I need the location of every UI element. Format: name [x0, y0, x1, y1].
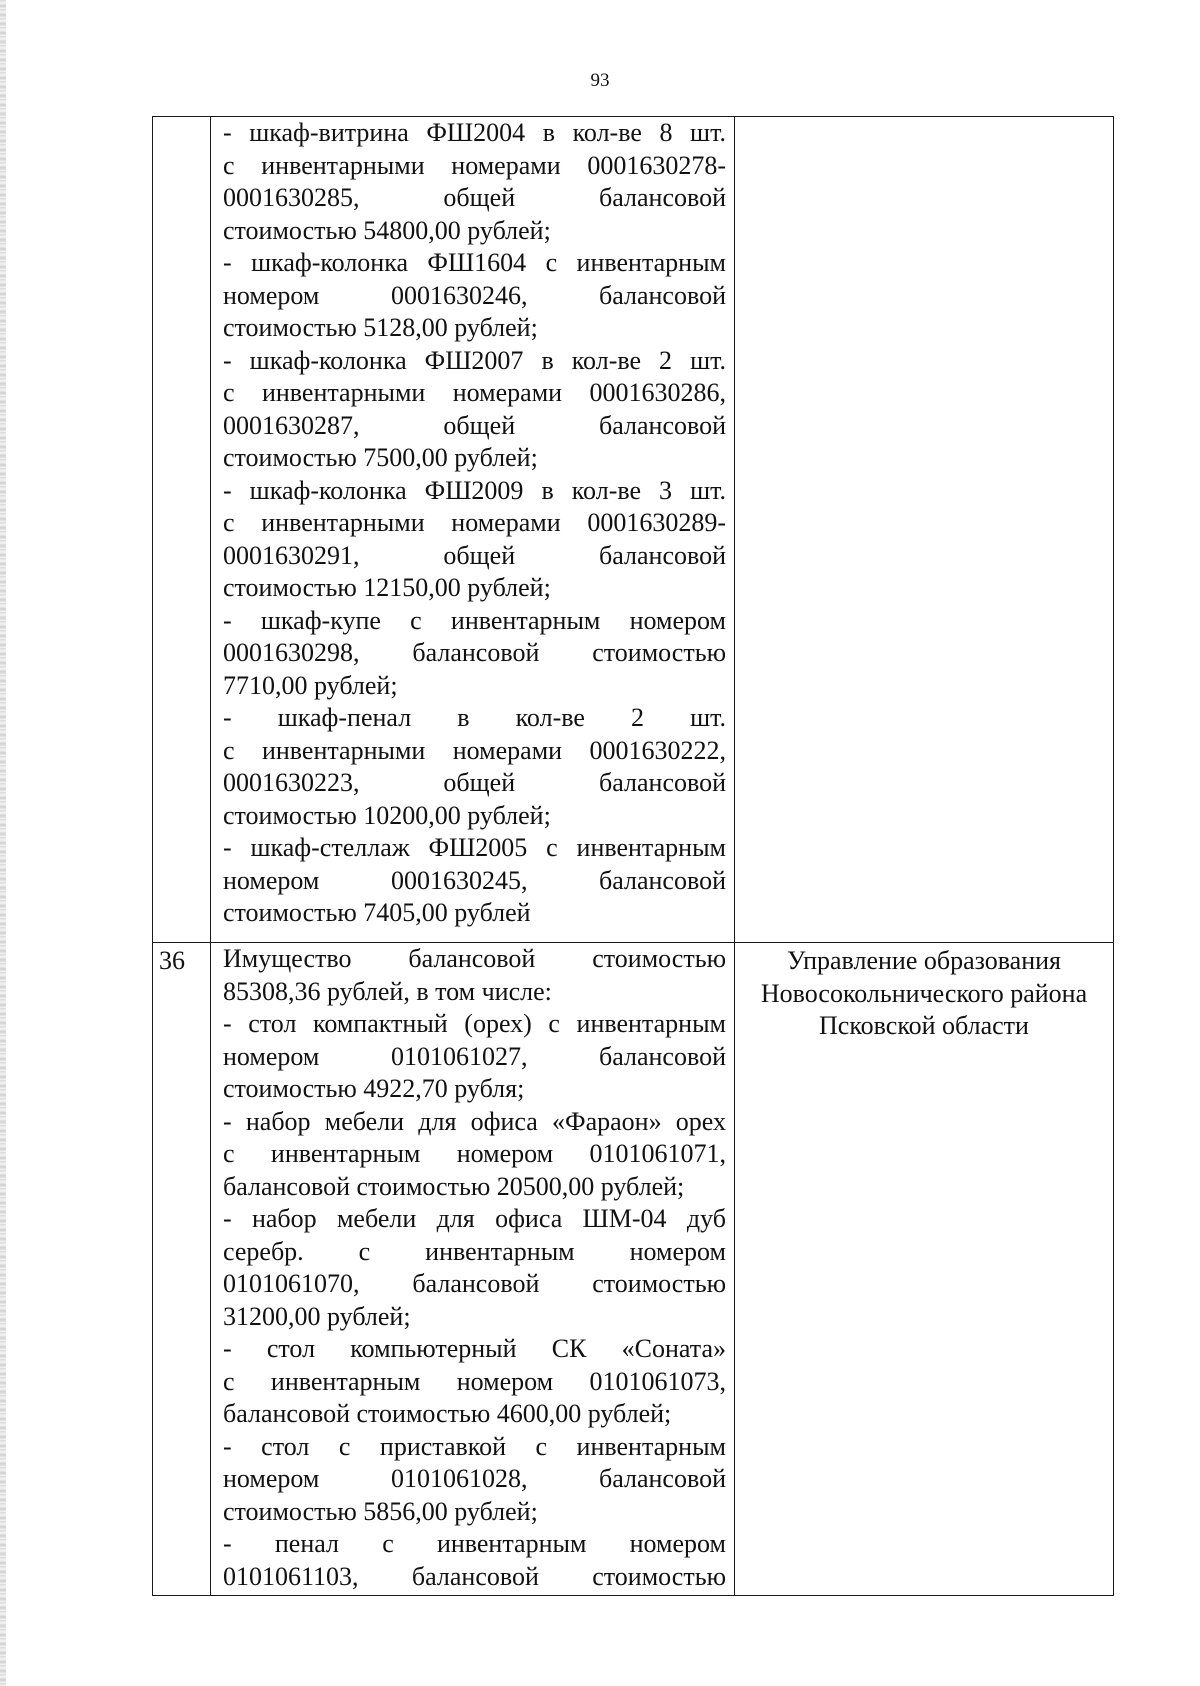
description-line: 0001630287, общей балансовой: [223, 410, 726, 440]
organization-cell: [735, 117, 1114, 943]
description-line: стоимостью 54800,00 рублей;: [223, 215, 551, 245]
description-line: - шкаф-колонка ФШ1604 с инвентарным: [223, 248, 726, 277]
description-line: - набор мебели для офиса ШМ-04 дуб: [223, 1204, 726, 1233]
description-line: номером 0001630246, балансовой: [223, 280, 726, 310]
description-line: стоимостью 5856,00 рублей;: [223, 1496, 538, 1526]
description-line: 31200,00 рублей;: [223, 1301, 411, 1331]
description-line: 0101061103, балансовой стоимостью: [223, 1561, 726, 1591]
description-line: с инвентарными номерами 0001630286,: [223, 378, 726, 407]
description-line: стоимостью 7500,00 рублей;: [223, 443, 538, 472]
description-line: - пенал с инвентарным номером: [223, 1529, 726, 1558]
description-line: стоимостью 7405,00 рублей: [223, 898, 531, 927]
description-line: 0001630285, общей балансовой: [223, 183, 726, 212]
description-line: - шкаф-пенал в кол-ве 2 шт.: [223, 703, 726, 732]
description-line: балансовой стоимостью 4600,00 рублей;: [223, 1399, 672, 1428]
description-line: 0001630298, балансовой стоимостью: [223, 638, 726, 667]
description-line: номером 0101061028, балансовой: [223, 1464, 726, 1493]
row-number-cell: 36: [153, 943, 211, 1596]
description-line: стоимостью 10200,00 рублей;: [223, 800, 551, 830]
scan-edge: [0, 0, 6, 1686]
description-line: с инвентарными номерами 0001630222,: [223, 735, 726, 765]
description-line: с инвентарными номерами 0001630278-: [223, 150, 726, 180]
description-line: стоимостью 4922,70 рубля;: [223, 1074, 525, 1103]
description-line: - шкаф-витрина ФШ2004 в кол-ве 8 шт.: [223, 118, 726, 147]
description-line: стоимостью 12150,00 рублей;: [223, 573, 551, 602]
description-line: - стол компьютерный СК «Соната»: [223, 1334, 726, 1363]
property-table: [152, 116, 1114, 1596]
table-row: [153, 943, 1114, 1596]
description-line: - шкаф-колонка ФШ2009 в кол-ве 3 шт.: [223, 475, 726, 505]
description-line: стоимостью 5128,00 рублей;: [223, 313, 538, 342]
description-line: балансовой стоимостью 20500,00 рублей;: [223, 1171, 685, 1201]
row-number-cell: [153, 117, 211, 943]
description-line: Имущество балансовой стоимостью: [223, 944, 726, 973]
description-line: серебр. с инвентарным номером: [223, 1236, 726, 1266]
description-line: - шкаф-колонка ФШ2007 в кол-ве 2 шт.: [223, 345, 726, 375]
table-row: [153, 117, 1114, 943]
description-line: - шкаф-стеллаж ФШ2005 с инвентарным: [223, 833, 726, 862]
description-line: с инвентарным номером 0101061073,: [223, 1366, 726, 1396]
description-line: с инвентарными номерами 0001630289-: [223, 508, 726, 537]
description-line: - набор мебели для офиса «Фараон» орех: [223, 1106, 726, 1136]
description-line: 0101061070, балансовой стоимостью: [223, 1269, 726, 1298]
description-line: номером 0101061027, балансовой: [223, 1041, 726, 1071]
organization-line: Управление образования: [786, 946, 1062, 975]
organization-line: Новосокольнического района: [760, 978, 1088, 1008]
description-line: 0001630223, общей балансовой: [223, 768, 726, 797]
organization-line: Псковской области: [819, 1011, 1029, 1040]
description-line: - стол с приставкой с инвентарным: [223, 1431, 726, 1461]
organization-cell: [735, 943, 1114, 1596]
description-line: - шкаф-купе с инвентарным номером: [223, 605, 726, 635]
description-line: с инвентарным номером 0101061071,: [223, 1139, 726, 1168]
description-line: - стол компактный (орех) с инвентарным: [223, 1009, 726, 1038]
page-number: 93: [590, 70, 610, 91]
description-line: номером 0001630245, балансовой: [223, 865, 726, 895]
description-cell: [211, 117, 735, 943]
description-line: 7710,00 рублей;: [223, 670, 398, 700]
description-line: 0001630291, общей балансовой: [223, 540, 726, 570]
description-cell: [211, 943, 735, 1596]
description-line: 85308,36 рублей, в том числе:: [223, 976, 552, 1006]
